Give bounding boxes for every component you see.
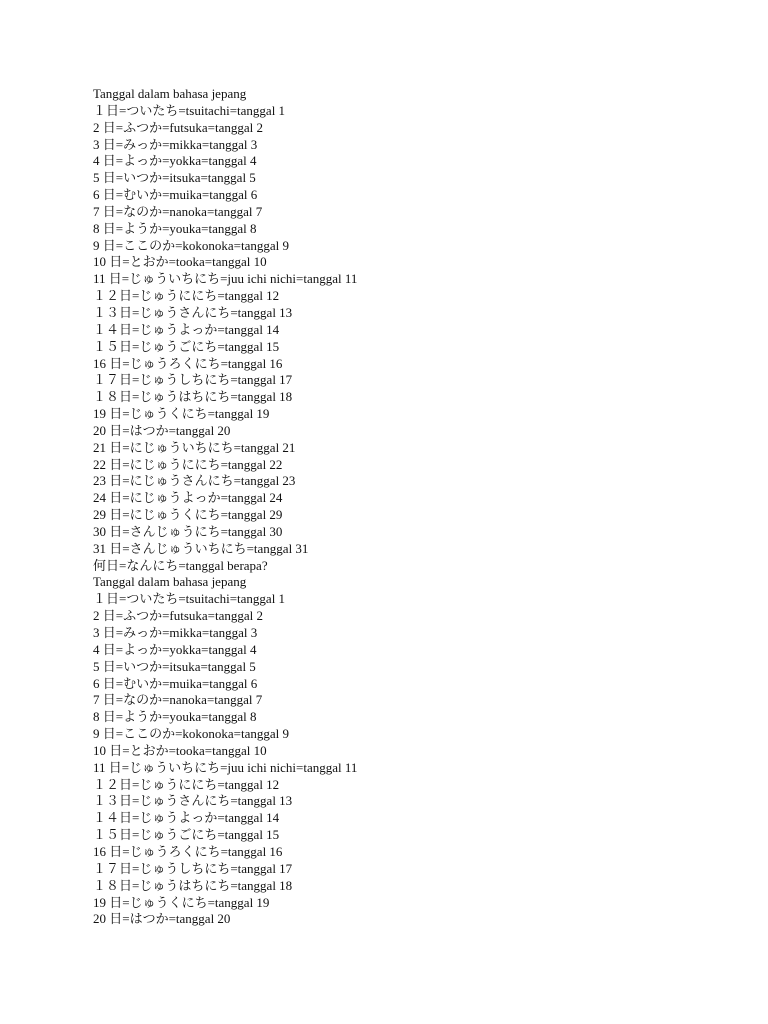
- text-line: 20 日=はつか=tanggal 20: [93, 911, 231, 927]
- text-line: 19 日=じゅうくにち=tanggal 19: [93, 406, 270, 422]
- document-body: [93, 86, 733, 928]
- text-line: １４日=じゅうよっか=tanggal 14: [93, 321, 280, 337]
- text-line: 3 日=みっか=mikka=tanggal 3: [93, 136, 258, 152]
- text-line: 30 日=さんじゅうにち=tanggal 30: [93, 523, 283, 539]
- text-line: １３日=じゅうさんにち=tanggal 13: [93, 793, 293, 809]
- text-line: 8 日=ようか=youka=tanggal 8: [93, 709, 257, 725]
- text-line: １４日=じゅうよっか=tanggal 14: [93, 810, 280, 826]
- text-line: 4 日=よっか=yokka=tanggal 4: [93, 641, 257, 657]
- text-line: 9 日=ここのか=kokonoka=tanggal 9: [93, 726, 290, 742]
- text-line: 10 日=とおか=tooka=tanggal 10: [93, 742, 267, 758]
- text-line: 5 日=いつか=itsuka=tanggal 5: [93, 658, 256, 674]
- text-line: 23 日=にじゅうさんにち=tanggal 23: [93, 473, 296, 489]
- text-line: １８日=じゅうはちにち=tanggal 18: [93, 389, 293, 405]
- text-line: １２日=じゅうににち=tanggal 12: [93, 776, 280, 792]
- text-line: １２日=じゅうににち=tanggal 12: [93, 288, 280, 304]
- text-line: 19 日=じゅうくにち=tanggal 19: [93, 894, 270, 910]
- text-line: 10 日=とおか=tooka=tanggal 10: [93, 254, 267, 270]
- text-line: １８日=じゅうはちにち=tanggal 18: [93, 877, 293, 893]
- text-line: 6 日=むいか=muika=tanggal 6: [93, 187, 258, 203]
- text-line: 11 日=じゅういちにち=juu ichi nichi=tanggal 11: [93, 759, 358, 775]
- text-line: １３日=じゅうさんにち=tanggal 13: [93, 304, 293, 320]
- text-line: 21 日=にじゅういちにち=tanggal 21: [93, 439, 296, 455]
- text-line: 29 日=にじゅうくにち=tanggal 29: [93, 507, 283, 523]
- text-line: 20 日=はつか=tanggal 20: [93, 422, 231, 438]
- text-line: Tanggal dalam bahasa jepang: [93, 86, 247, 101]
- text-line: Tanggal dalam bahasa jepang: [93, 574, 247, 590]
- text-line: 2 日=ふつか=futsuka=tanggal 2: [93, 119, 264, 135]
- text-line: １５日=じゅうごにち=tanggal 15: [93, 827, 280, 843]
- text-line: 7 日=なのか=nanoka=tanggal 7: [93, 692, 263, 708]
- text-line: 2 日=ふつか=futsuka=tanggal 2: [93, 608, 264, 624]
- text-line: 5 日=いつか=itsuka=tanggal 5: [93, 170, 256, 186]
- text-line: 11 日=じゅういちにち=juu ichi nichi=tanggal 11: [93, 271, 358, 287]
- text-line: 31 日=さんじゅういちにち=tanggal 31: [93, 540, 309, 556]
- text-line: 8 日=ようか=youka=tanggal 8: [93, 220, 257, 236]
- text-line: 24 日=にじゅうよっか=tanggal 24: [93, 490, 283, 506]
- text-line: 9 日=ここのか=kokonoka=tanggal 9: [93, 237, 290, 253]
- text-line: 7 日=なのか=nanoka=tanggal 7: [93, 203, 263, 219]
- text-line: 4 日=よっか=yokka=tanggal 4: [93, 153, 257, 169]
- text-line: １７日=じゅうしちにち=tanggal 17: [93, 372, 293, 388]
- text-line: 何日=なんにち=tanggal berapa?: [93, 557, 268, 573]
- text-line: １７日=じゅうしちにち=tanggal 17: [93, 860, 293, 876]
- text-line: 16 日=じゅうろくにち=tanggal 16: [93, 843, 283, 859]
- text-line: 3 日=みっか=mikka=tanggal 3: [93, 625, 258, 640]
- text-line: 6 日=むいか=muika=tanggal 6: [93, 675, 258, 691]
- text-line: 16 日=じゅうろくにち=tanggal 16: [93, 355, 283, 371]
- text-line: 22 日=にじゅうににち=tanggal 22: [93, 456, 283, 472]
- text-line: １５日=じゅうごにち=tanggal 15: [93, 338, 280, 354]
- text-line: １日=ついたち=tsuitachi=tanggal 1: [93, 102, 286, 118]
- text-line: １日=ついたち=tsuitachi=tanggal 1: [93, 591, 286, 607]
